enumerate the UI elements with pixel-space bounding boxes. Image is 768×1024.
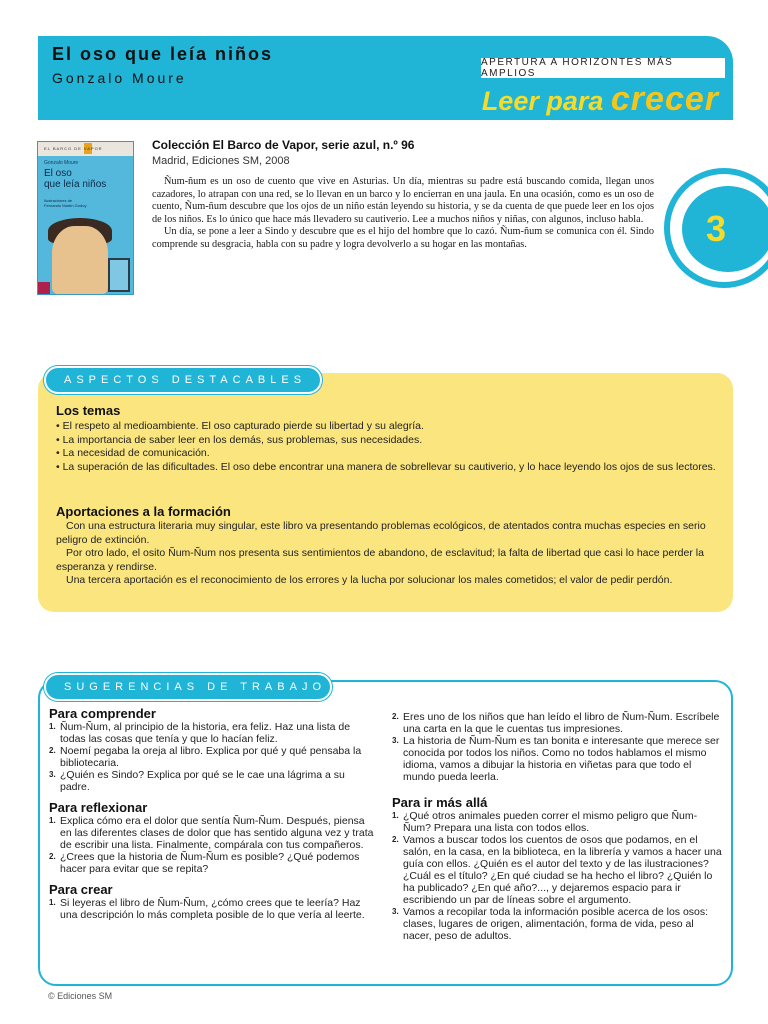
book-author: Gonzalo Moure bbox=[52, 70, 187, 86]
cover-ill-line1: Ilustraciones de bbox=[44, 198, 73, 203]
list-item bbox=[392, 906, 722, 942]
list-item bbox=[49, 897, 377, 921]
mas-alla-list bbox=[392, 810, 722, 942]
item-number: 1. bbox=[49, 722, 56, 731]
item-number: 3. bbox=[392, 907, 399, 916]
cover-child-face bbox=[52, 226, 108, 294]
list-item bbox=[49, 815, 377, 851]
item-text: Si leyeras el libro de Ñum-Ñum, ¿cómo crees que te leería? Haz una descripción lo más completa posible de lo que vería al leerte. bbox=[60, 897, 365, 921]
list-item bbox=[49, 851, 377, 875]
item-text: Ñum-Ñum, al principio de la historia, era feliz. Haz una lista de todas las cosas que tenía y que lo hacían feliz. bbox=[60, 721, 351, 745]
item-number: 2. bbox=[392, 835, 399, 844]
aspectos-tab: ASPECTOS DESTACABLES bbox=[44, 366, 322, 394]
cover-author: Gonzalo Moure bbox=[44, 160, 79, 166]
list-item bbox=[49, 745, 377, 769]
aportaciones-heading: Aportaciones a la formación bbox=[56, 504, 231, 519]
book-cover-image bbox=[37, 141, 134, 295]
crear-heading: Para crear bbox=[49, 882, 113, 897]
item-number: 3. bbox=[49, 770, 56, 779]
right-column bbox=[392, 711, 722, 942]
item-number: 2. bbox=[49, 852, 56, 861]
tagline: APERTURA A HORIZONTES MÁS AMPLIOS bbox=[481, 58, 725, 78]
item-number: 2. bbox=[392, 712, 399, 721]
cover-illustrations bbox=[44, 198, 86, 208]
list-item: • La necesidad de comunicación. bbox=[56, 447, 724, 461]
edition-line: Madrid, Ediciones SM, 2008 bbox=[152, 155, 290, 167]
comprender-heading: Para comprender bbox=[49, 706, 156, 721]
reflexionar-heading: Para reflexionar bbox=[49, 800, 148, 815]
temas-list bbox=[56, 420, 724, 474]
aportacion-paragraph: Una tercera aportación es el reconocimiento de los errores y la lucha por solucionar los males cometidos; el valor de pedir perdón. bbox=[66, 574, 673, 586]
collection-line: Colección El Barco de Vapor, serie azul, n.º 96 bbox=[152, 138, 415, 152]
list-item bbox=[392, 834, 722, 906]
list-item: • La superación de las dificultades. El oso debe encontrar una manera de sobrellevar su cautiverio, y lo hace leyendo los ojos de sus lectores. bbox=[56, 461, 724, 475]
synopsis-paragraph: Un día, se pone a leer a Sindo y descubre que es el hijo del hombre que lo cazó. Ñum-ñum se comunica con él. Sindo comprende su desgracia, habla con su padre y logra devolverlo a su hogar en las montañas. bbox=[152, 226, 654, 250]
item-number: 1. bbox=[392, 811, 399, 820]
item-text: Explica cómo era el dolor que sentía Ñum-Ñum. Después, piensa en las diferentes clases de dolor que has sentido alguna vez y trata de escribir una lista. Finalmente, compárala con tus compañeros. bbox=[60, 815, 374, 851]
item-text: Vamos a buscar todos los cuentos de osos que podamos, en el salón, en la casa, en la biblioteca, en la librería y vamos a hacer una guía con ellos. ¿Quién es el autor del texto y de las ilustraciones? ¿Cuál es el título? ¿En qué ciudad se ha hecho el libro? ¿Quién lo ha publicado? ¿En qué año?..., y dejaremos espacio para ir escribiendo un par de líneas sobre el argumento. bbox=[403, 834, 722, 906]
cover-spine-mark bbox=[38, 282, 50, 295]
list-item bbox=[392, 711, 722, 735]
chapter-number: 3 bbox=[682, 186, 768, 272]
cover-title-line1: El oso bbox=[44, 168, 72, 179]
aportaciones-text bbox=[56, 520, 724, 588]
item-number: 2. bbox=[49, 746, 56, 755]
cover-title-line2: que leía niños bbox=[44, 179, 107, 190]
item-text: Eres uno de los niños que han leído el libro de Ñum-Ñum. Escríbele una carta en la que le cuentas tus impresiones. bbox=[403, 711, 720, 735]
item-text: ¿Qué otros animales pueden correr el mismo peligro que Ñum-Ñum? Prepara una lista con todos ellos. bbox=[403, 810, 698, 834]
header-banner bbox=[38, 36, 733, 120]
cover-title bbox=[44, 168, 106, 190]
list-item bbox=[392, 735, 722, 783]
cover-window bbox=[108, 258, 130, 292]
item-text: ¿Crees que la historia de Ñum-Ñum es posible? ¿Qué podemos hacer para evitar que se repita? bbox=[60, 851, 360, 875]
brand-logo bbox=[482, 80, 719, 119]
crear-list bbox=[49, 897, 377, 921]
reflexionar-list bbox=[49, 815, 377, 875]
list-item bbox=[49, 721, 377, 745]
comprender-list bbox=[49, 721, 377, 793]
list-item bbox=[49, 769, 377, 793]
item-number: 1. bbox=[49, 816, 56, 825]
item-number: 3. bbox=[392, 736, 399, 745]
list-item: • La importancia de saber leer en los demás, sus problemas, sus necesidades. bbox=[56, 434, 724, 448]
mas-alla-heading: Para ir más allá bbox=[392, 795, 488, 810]
item-text: ¿Quién es Sindo? Explica por qué se le cae una lágrima a su padre. bbox=[60, 769, 345, 793]
list-item: • El respeto al medioambiente. El oso capturado pierde su libertad y su alegría. bbox=[56, 420, 724, 434]
crear-list-continued bbox=[392, 711, 722, 783]
aportacion-paragraph: Por otro lado, el osito Ñum-Ñum nos presenta sus sentimientos de abandono, de esclavitud; la falta de libertad que casi lo hace perder la esperanza y rendirse. bbox=[56, 547, 704, 573]
synopsis-paragraph: Ñum-ñum es un oso de cuento que vive en Asturias. Un día, mientras su padre está buscando comida, llegan unos cazadores, lo atrapan con una red, se lo llevan en un barco y lo encierran en una jaula. En una ocasión, como es un oso de cuento, Ñum-ñum descubre que los ojos de un niño están leyendo su historia, y se da cuenta de que puede leer en los ojos de los niños. Es lo único que hace más llevadero su cautiverio. Lee a muchos niños y niñas, con algunos, incluso habla. bbox=[152, 176, 654, 225]
temas-heading: Los temas bbox=[56, 403, 121, 418]
item-text: Noemí pegaba la oreja al libro. Explica por qué y qué pensaba la bibliotecaria. bbox=[60, 745, 362, 769]
sugerencias-tab: SUGERENCIAS DE TRABAJO bbox=[44, 673, 332, 701]
item-text: La historia de Ñum-Ñum es tan bonita e interesante que merece ser conocida por todos los niños. Como no todos hablamos el mismo idioma, vamos a dibujar la historia en viñetas para que todo el mundo pueda leerla. bbox=[403, 735, 720, 783]
item-text: Vamos a recopilar toda la información posible acerca de los osos: clases, lugares de origen, alimentación, forma de vida, peso al nacer, peso de adultos. bbox=[403, 906, 709, 942]
brand-emphasis: crecer bbox=[610, 80, 719, 118]
aportacion-paragraph: Con una estructura literaria muy singular, este libro va presentando problemas ecológicos, de atentados contra muchas especies en serio peligro de extinción. bbox=[56, 520, 706, 546]
list-item bbox=[392, 810, 722, 834]
item-number: 1. bbox=[49, 898, 56, 907]
book-title: El oso que leía niños bbox=[52, 44, 274, 64]
left-column bbox=[49, 708, 377, 921]
brand-prefix: Leer para bbox=[481, 86, 611, 116]
cover-publisher: EL BARCO DE VAPOR bbox=[44, 146, 103, 151]
copyright: © Ediciones SM bbox=[48, 991, 113, 1001]
cover-ill-line2: Fernando Martín Godoy bbox=[44, 203, 87, 208]
synopsis bbox=[152, 176, 654, 251]
